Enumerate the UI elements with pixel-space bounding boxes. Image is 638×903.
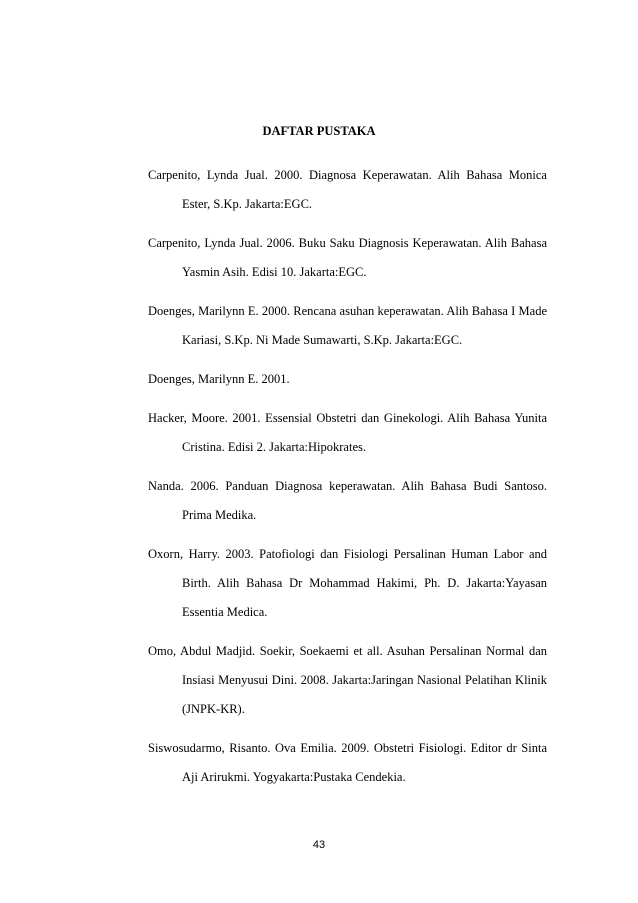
reference-item: Siswosudarmo, Risanto. Ova Emilia. 2009. Obstetri Fisiologi. Editor dr Sinta Aji Arirukmi. Yogyakarta:Pustaka Cendekia. xyxy=(148,741,547,784)
reference-item: Carpenito, Lynda Jual. 2006. Buku Saku Diagnosis Keperawatan. Alih Bahasa Yasmin Asih. Edisi 10. Jakarta:EGC. xyxy=(148,236,547,279)
reference-item: Doenges, Marilynn E. 2000. Rencana asuhan keperawatan. Alih Bahasa I Made Kariasi, S.Kp. Ni Made Sumawarti, S.Kp. Jakarta:EGC. xyxy=(148,304,547,347)
reference-item: Doenges, Marilynn E. 2001. xyxy=(148,372,290,386)
page-title: DAFTAR PUSTAKA xyxy=(262,124,376,138)
reference-item: Omo, Abdul Madjid. Soekir, Soekaemi et all. Asuhan Persalinan Normal dan Insiasi Menyusui Dini. 2008. Jakarta:Jaringan Nasional Pelatihan Klinik (JNPK-KR). xyxy=(148,644,547,716)
page-number: 43 xyxy=(312,839,326,851)
reference-list xyxy=(148,161,547,792)
reference-item: Carpenito, Lynda Jual. 2000. Diagnosa Keperawatan. Alih Bahasa Monica Ester, S.Kp. Jakarta:EGC. xyxy=(148,168,547,211)
reference-item: Nanda. 2006. Panduan Diagnosa keperawatan. Alih Bahasa Budi Santoso. Prima Medika. xyxy=(148,479,547,522)
reference-item: Hacker, Moore. 2001. Essensial Obstetri dan Ginekologi. Alih Bahasa Yunita Cristina. Edisi 2. Jakarta:Hipokrates. xyxy=(148,411,547,454)
reference-item: Oxorn, Harry. 2003. Patofiologi dan Fisiologi Persalinan Human Labor and Birth. Alih Bahasa Dr Mohammad Hakimi, Ph. D. Jakarta:Yayasan Essentia Medica. xyxy=(148,547,547,619)
